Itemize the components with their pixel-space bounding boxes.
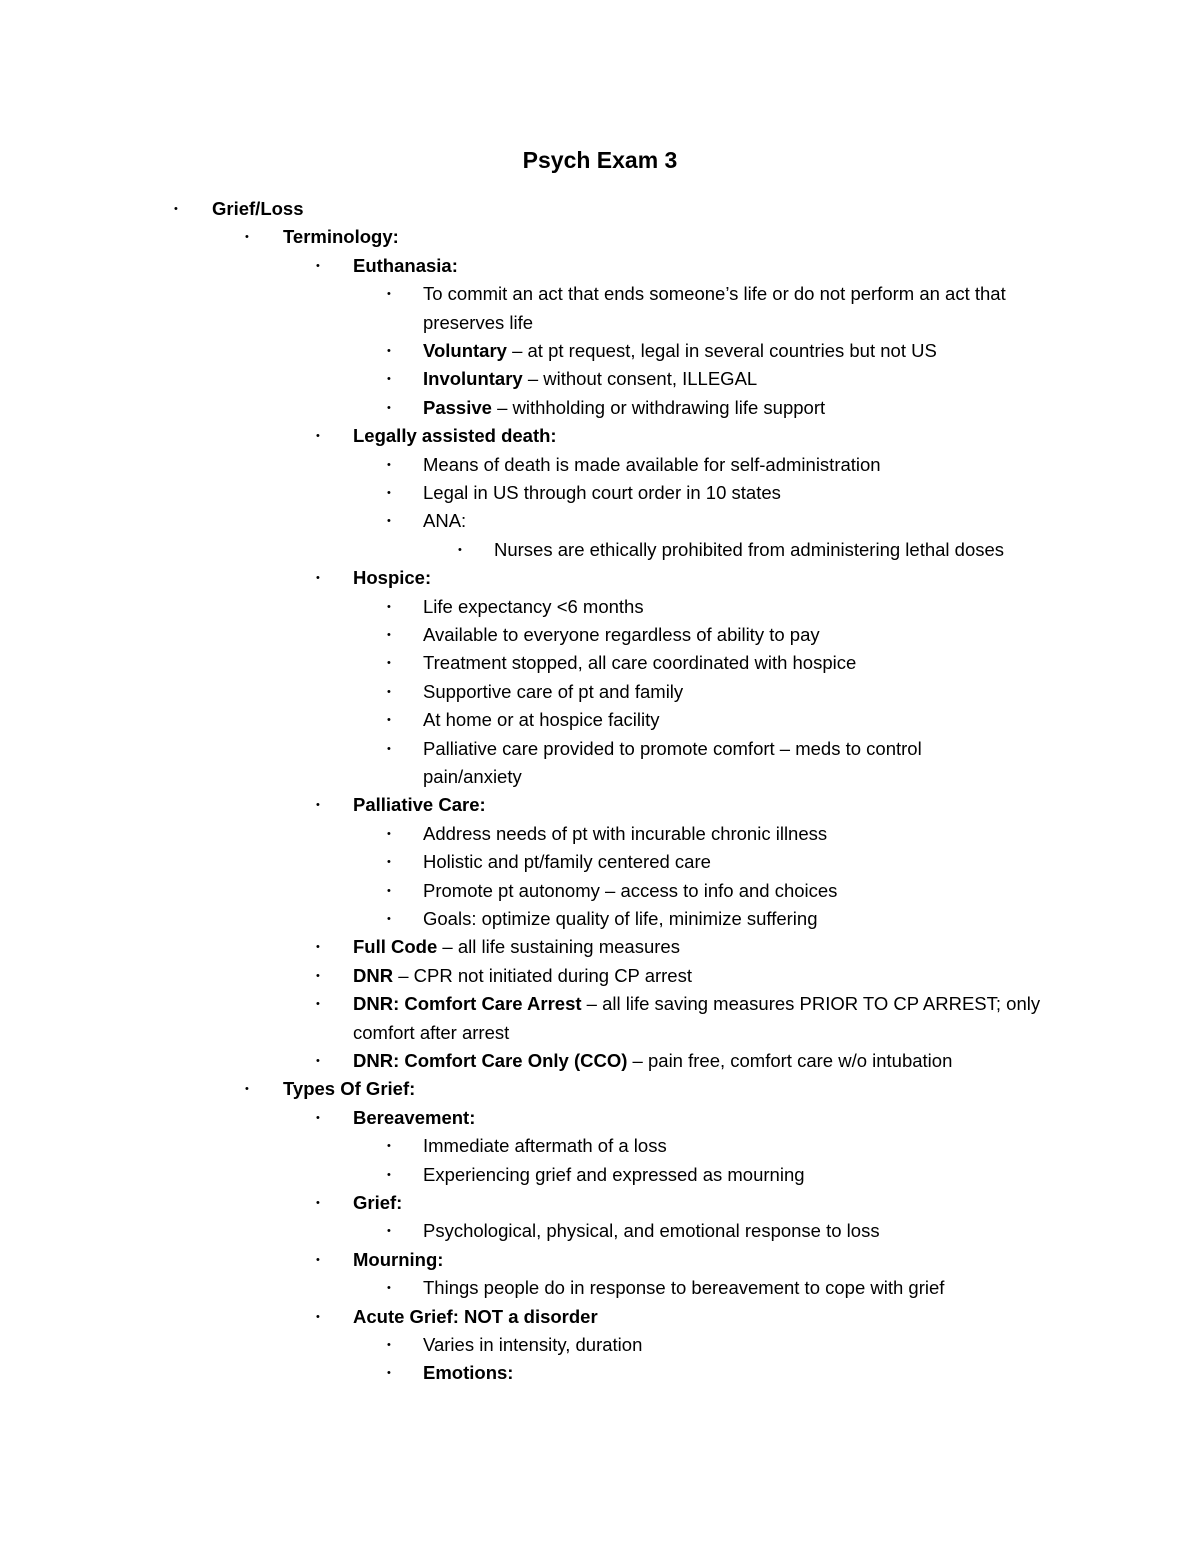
- outline-item-text: [353, 990, 1040, 1018]
- bold-term: Voluntary: [423, 340, 507, 361]
- text-run: At home or at hospice facility: [423, 709, 660, 731]
- text-run: Legal in US through court order in 10 states: [423, 482, 781, 503]
- bullet-icon: •: [316, 1055, 320, 1067]
- outline-item-text: [353, 1303, 598, 1331]
- bullet-icon: •: [387, 629, 391, 641]
- bold-term: Terminology:: [283, 226, 399, 248]
- bold-term: DNR: Comfort Care Arrest: [353, 993, 582, 1015]
- bullet-icon: •: [316, 572, 320, 585]
- bullet-icon: •: [387, 884, 391, 897]
- outline-item-text: [494, 536, 1004, 564]
- bullet-icon: •: [387, 1282, 391, 1295]
- bold-term: DNR: [353, 964, 394, 986]
- bullet-icon: •: [387, 1339, 391, 1351]
- outline-item-text: [423, 593, 644, 621]
- text-run: Address needs of pt with incurable chronic illness: [423, 822, 828, 844]
- outline-item-text: [353, 1019, 509, 1047]
- outline-item-text: [353, 252, 458, 280]
- outline-item-text: [353, 933, 680, 961]
- text-run: – CPR not initiated during CP arrest: [393, 964, 692, 986]
- bullet-icon: •: [174, 203, 178, 215]
- outline-item-text: [423, 877, 837, 905]
- bullet-icon: •: [387, 827, 391, 840]
- outline-item-text: [423, 479, 781, 507]
- bold-term: Full Code: [353, 936, 438, 958]
- outline-item-text: [353, 1246, 443, 1274]
- outline-item-text: [423, 1331, 642, 1359]
- bold-term: Hospice:: [353, 567, 432, 589]
- bullet-icon: •: [316, 1310, 320, 1323]
- text-run: – pain free, comfort care w/o intubation: [627, 1050, 953, 1071]
- page-title: Psych Exam 3: [522, 147, 678, 173]
- bullet-icon: •: [387, 288, 391, 301]
- outline-item-text: [423, 678, 683, 706]
- text-run: Available to everyone regardless of ability to pay: [423, 624, 820, 645]
- bullet-icon: •: [387, 373, 391, 386]
- outline-item-text: [423, 905, 818, 933]
- text-run: To commit an act that ends someone’s life or do not perform an act that: [423, 283, 1006, 305]
- bullet-icon: •: [387, 1225, 391, 1238]
- bullet-icon: •: [387, 685, 391, 698]
- outline-item-text: [353, 962, 692, 990]
- bold-term: Mourning:: [353, 1248, 444, 1270]
- bullet-icon: •: [387, 345, 391, 357]
- bold-term: Euthanasia:: [353, 254, 458, 276]
- bullet-icon: •: [387, 515, 391, 528]
- bullet-icon: •: [316, 969, 320, 982]
- text-run: Goals: optimize quality of life, minimize suffering: [423, 908, 818, 929]
- bold-term: Bereavement:: [353, 1106, 476, 1128]
- bullet-icon: •: [387, 1367, 391, 1380]
- bullet-icon: •: [316, 1253, 320, 1266]
- bullet-icon: •: [387, 458, 391, 471]
- bullet-icon: •: [316, 998, 320, 1011]
- outline-item-text: [423, 280, 1006, 308]
- text-run: Means of death is made available for self-administration: [423, 453, 881, 475]
- outline-item-text: [423, 1359, 513, 1387]
- text-run: Things people do in response to bereavement to cope with grief: [423, 1277, 945, 1299]
- text-run: pain/anxiety: [423, 766, 522, 787]
- bullet-icon: •: [316, 799, 320, 812]
- bullet-icon: •: [245, 231, 249, 244]
- bold-term: Acute Grief: NOT a disorder: [353, 1305, 598, 1327]
- bullet-icon: •: [316, 430, 320, 443]
- bullet-icon: •: [387, 742, 391, 755]
- text-run: Supportive care of pt and family: [423, 680, 684, 702]
- text-run: Treatment stopped, all care coordinated with hospice: [423, 652, 857, 674]
- bold-term: Emotions:: [423, 1362, 514, 1384]
- outline-item-text: [423, 1217, 880, 1245]
- text-run: comfort after arrest: [353, 1021, 510, 1043]
- text-run: preserves life: [423, 311, 534, 333]
- outline-item-text: [353, 564, 431, 592]
- bold-term: Palliative Care:: [353, 794, 486, 816]
- outline-item-text: [423, 394, 825, 422]
- text-run: Palliative care provided to promote comfort – meds to control: [423, 737, 922, 759]
- bullet-icon: •: [387, 1140, 391, 1153]
- bold-term: Passive: [423, 396, 492, 418]
- outline-item-text: [423, 337, 937, 365]
- outline-item-text: [423, 820, 827, 848]
- bold-term: DNR: Comfort Care Only (CCO): [353, 1050, 628, 1071]
- outline-item-text: [423, 1161, 805, 1189]
- outline-item-text: [423, 365, 757, 393]
- bullet-icon: •: [387, 913, 391, 925]
- bullet-icon: •: [316, 1111, 320, 1124]
- text-run: – withholding or withdrawing life support: [491, 396, 826, 418]
- outline-item-text: [283, 1075, 415, 1103]
- text-run: Immediate aftermath of a loss: [423, 1135, 667, 1157]
- bullet-icon: •: [387, 487, 391, 499]
- text-run: Holistic and pt/family centered care: [423, 851, 711, 873]
- outline-item-text: [423, 451, 881, 479]
- outline-item-text: [423, 649, 856, 677]
- bold-term: Grief:: [353, 1192, 403, 1213]
- outline-item-text: [423, 1274, 944, 1302]
- bullet-icon: •: [387, 714, 391, 727]
- text-run: Life expectancy <6 months: [423, 595, 644, 617]
- outline-item-text: [283, 223, 399, 251]
- bullet-icon: •: [458, 543, 462, 556]
- outline-item-text: [423, 735, 922, 763]
- outline-item-text: [423, 706, 660, 734]
- bullet-icon: •: [245, 1083, 249, 1096]
- bullet-icon: •: [387, 1168, 391, 1181]
- bullet-icon: •: [387, 657, 391, 670]
- outline-item-text: [212, 195, 304, 223]
- outline-item-text: [423, 848, 711, 876]
- text-run: – all life saving measures PRIOR TO CP ARREST; only: [581, 993, 1041, 1015]
- text-run: ANA:: [423, 510, 467, 532]
- bullet-icon: •: [387, 600, 391, 613]
- outline-item-text: [423, 309, 533, 337]
- outline-item-text: [353, 791, 486, 819]
- bold-term: Grief/Loss: [212, 198, 304, 219]
- text-run: Varies in intensity, duration: [423, 1334, 643, 1355]
- bullet-icon: •: [387, 401, 391, 414]
- bullet-icon: •: [316, 1197, 320, 1209]
- outline-item-text: [423, 1132, 667, 1160]
- outline-item-text: [353, 422, 557, 450]
- outline-item-text: [353, 1189, 402, 1217]
- outline-item-text: [423, 621, 820, 649]
- outline-item-text: [423, 507, 466, 535]
- bold-term: Legally assisted death:: [353, 425, 557, 447]
- bold-term: Involuntary: [423, 368, 523, 390]
- bullet-icon: •: [316, 259, 320, 272]
- outline-item-text: [423, 763, 522, 791]
- text-run: Experiencing grief and expressed as mourning: [423, 1163, 805, 1185]
- text-run: – all life sustaining measures: [437, 936, 680, 958]
- outline-item-text: [353, 1104, 475, 1132]
- text-run: Promote pt autonomy – access to info and choices: [423, 879, 838, 901]
- text-run: Nurses are ethically prohibited from administering lethal doses: [494, 538, 1005, 560]
- text-run: – at pt request, legal in several countries but not US: [506, 340, 937, 361]
- text-run: Psychological, physical, and emotional response to loss: [423, 1220, 880, 1242]
- bold-term: Types Of Grief:: [283, 1078, 416, 1100]
- text-run: – without consent, ILLEGAL: [522, 368, 758, 390]
- outline-item-text: [353, 1047, 952, 1075]
- bullet-icon: •: [387, 856, 391, 869]
- bullet-icon: •: [316, 941, 320, 954]
